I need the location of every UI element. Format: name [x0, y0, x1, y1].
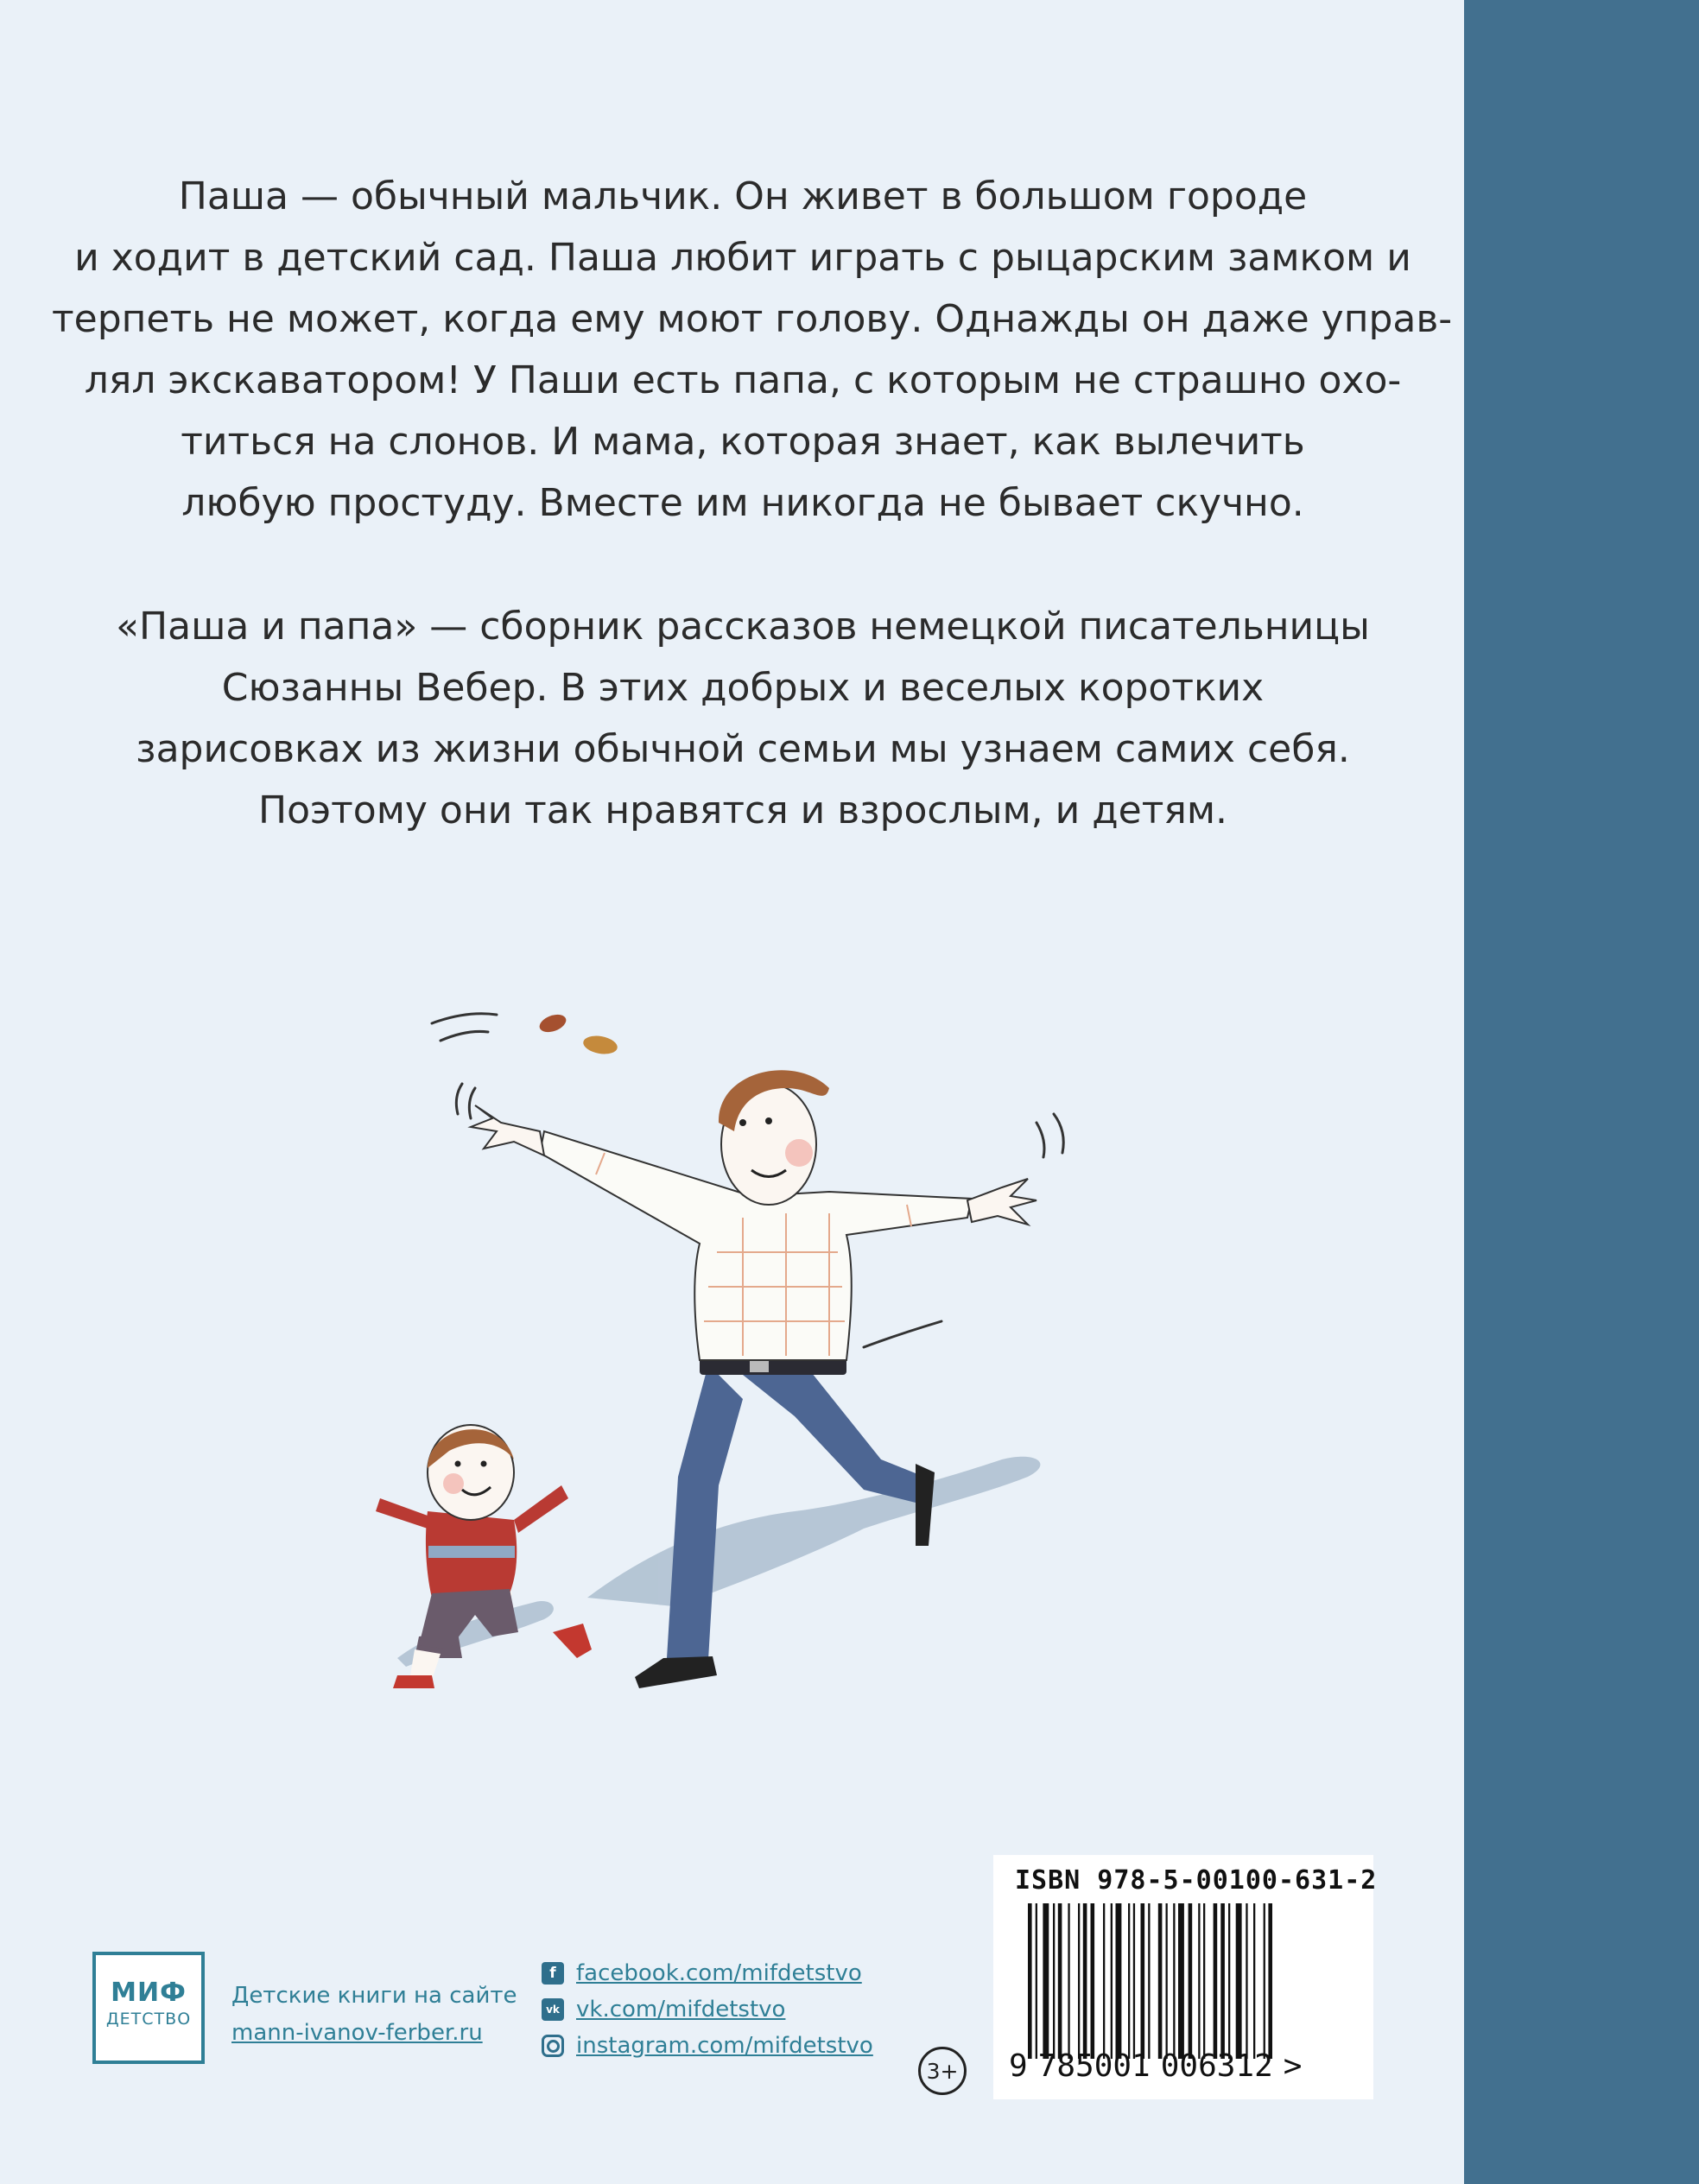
publisher-logo[interactable]: [92, 1952, 205, 2064]
description-line: лял экскаватором! У Паши есть папа, с которым не страшно охо-: [84, 358, 1402, 402]
description-paragraph-2: [52, 596, 1434, 841]
barcode-digits-left: 785001: [1037, 2048, 1151, 2084]
logo-sub-text: ДЕТСТВО: [105, 2010, 192, 2029]
site-link[interactable]: mann-ivanov-ferber.ru: [231, 2020, 483, 2046]
site-caption: Детские книги на сайте: [231, 1983, 517, 2009]
barcode-bars: [1028, 1903, 1339, 2059]
description-line: «Паша и папа» — сборник рассказов немецкой писательницы: [116, 605, 1370, 649]
instagram-icon: [542, 2035, 564, 2057]
barcode-digit-first: 9: [1009, 2048, 1028, 2084]
leaf: [582, 1034, 619, 1057]
description-line: титься на слонов. И мама, которая знает, как вылечить: [181, 420, 1305, 464]
social-links: [542, 1955, 873, 2064]
social-link-text[interactable]: vk.com/mifdetstvo: [576, 1997, 786, 2023]
barcode-digits-right: 006312: [1160, 2048, 1273, 2084]
social-link-facebook[interactable]: [542, 1955, 873, 1991]
description-paragraph-1: [52, 166, 1453, 534]
vk-icon: vk: [542, 1998, 564, 2021]
boy-figure: [376, 1425, 592, 1688]
age-rating-badge: 3+: [918, 2047, 967, 2095]
description-line: и ходит в детский сад. Паша любит играть с рыцарским замком и: [74, 236, 1411, 280]
social-link-text[interactable]: instagram.com/mifdetstvo: [576, 2033, 873, 2059]
barcode-digits-end: >: [1283, 2048, 1303, 2084]
description-line: Паша — обычный мальчик. Он живет в большом городе: [178, 174, 1308, 218]
description-line: Сюзанны Вебер. В этих добрых и веселых коротких: [221, 666, 1265, 710]
description-line: зарисовках из жизни обычной семьи мы узнаем самих себя.: [136, 727, 1350, 771]
father-and-son-illustration: [346, 993, 1296, 1719]
social-link-vk[interactable]: [542, 1991, 873, 2028]
isbn-text: ISBN 978-5-00100-631-2: [1015, 1865, 1378, 1896]
logo-brand-text: МИФ: [111, 1978, 187, 2008]
leaf: [537, 1011, 568, 1035]
facebook-icon: f: [542, 1962, 564, 1985]
barcode-digits: [1009, 2048, 1312, 2084]
description-line: Поэтому они так нравятся и взрослым, и детям.: [257, 788, 1228, 832]
description-line: терпеть не может, когда ему моют голову. Однажды он даже управ-: [52, 297, 1453, 341]
description-line: любую простуду. Вместе им никогда не бывает скучно.: [181, 481, 1304, 525]
social-link-text[interactable]: facebook.com/mifdetstvo: [576, 1960, 862, 1986]
barcode-block: [993, 1855, 1378, 2099]
book-spine: [1464, 0, 1699, 2184]
father-figure: [471, 1070, 1037, 1688]
social-link-instagram[interactable]: [542, 2028, 873, 2064]
publisher-site: [231, 1978, 517, 2052]
